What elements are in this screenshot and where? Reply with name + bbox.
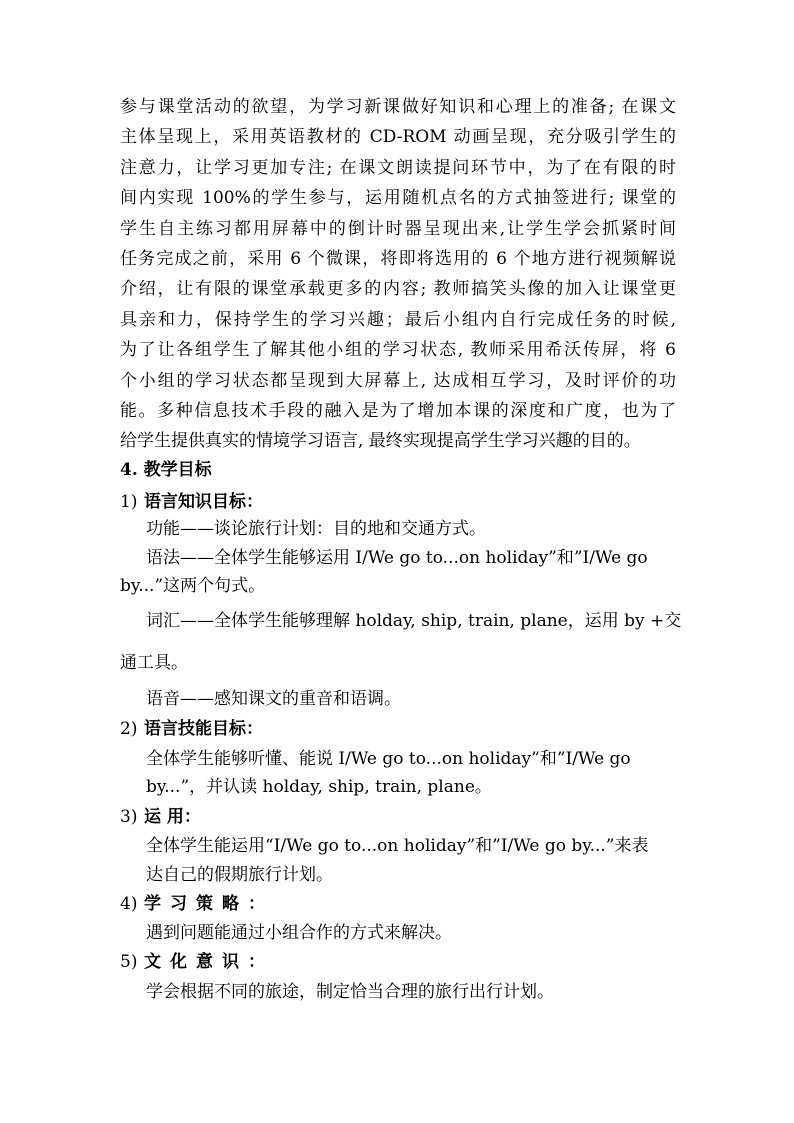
objective-line: 语法——全体学生能够运用 I/We go to...on holiday”和”I/We go xyxy=(146,548,648,568)
objective-line: by...”这两个句式。 xyxy=(120,576,266,596)
objective-number: 3) xyxy=(120,807,138,827)
objective-heading-application xyxy=(120,802,201,827)
objective-heading-language-knowledge xyxy=(120,487,263,512)
objective-line: 全体学生能运用“I/We go to...on holiday”和”I/We go by...”来表 xyxy=(146,836,649,856)
section-heading: 4. 教学目标 xyxy=(120,460,212,480)
objective-line: 遇到问题能通过小组合作的方式来解决。 xyxy=(146,923,452,943)
objective-heading-cultural-awareness xyxy=(120,947,274,972)
objective-line: by...”，并认读 holday, ship, train, plane。 xyxy=(146,777,492,797)
objective-number: 4) xyxy=(120,894,138,914)
objective-line: 词汇——全体学生能够理解 holday, ship, train, plane，运用 by +交 xyxy=(146,611,682,631)
paragraph-line: 介绍，让有限的课堂承载更多的内容; 教师搞笑头像的加入让课堂更 xyxy=(120,279,676,300)
objective-number: 5) xyxy=(120,952,138,972)
objective-heading-language-skills xyxy=(120,714,263,739)
objective-line: 学会根据不同的旅途，制定恰当合理的旅行出行计划。 xyxy=(146,982,554,1002)
paragraph-line: 个小组的学习状态都呈现到大屏幕上, 达成相互学习，及时评价的功 xyxy=(120,370,676,391)
paragraph-line: 任务完成之前，采用 6 个微课，将即将选用的 6 个地方进行视频解说 xyxy=(120,248,676,269)
objective-line: 通工具。 xyxy=(120,653,188,673)
paragraph-line: 为了让各组学生了解其他小组的学习状态, 教师采用希沃传屏，将 6 xyxy=(120,340,676,361)
paragraph-line: 学生自主练习都用屏幕中的倒计时器呈现出来,让学生学会抓紧时间 xyxy=(120,218,676,239)
objective-heading-learning-strategy xyxy=(120,889,274,914)
objective-title: 运 用： xyxy=(144,807,201,827)
paragraph-line: 给学生提供真实的情境学习语言, 最终实现提高学生学习兴趣的目的。 xyxy=(120,431,641,452)
objective-title: 语言技能目标： xyxy=(144,719,263,739)
objective-line: 达自己的假期旅行计划。 xyxy=(146,865,333,885)
objective-line: 语音——感知课文的重音和语调。 xyxy=(146,689,401,709)
paragraph-line: 参与课堂活动的欲望，为学习新课做好知识和心理上的准备; 在课文 xyxy=(120,97,676,117)
paragraph-line: 主体呈现上，采用英语教材的 CD-ROM 动画呈现，充分吸引学生的 xyxy=(120,127,676,148)
paragraph-line: 具亲和力，保持学生的学习兴趣；最后小组内自行完成任务的时候, xyxy=(120,309,676,330)
objective-line: 功能——谈论旅行计划：目的地和交通方式。 xyxy=(146,519,486,539)
objective-line: 全体学生能够听懂、能说 I/We go to...on holiday”和”I/We go xyxy=(146,749,631,769)
paragraph-line: 能。多种信息技术手段的融入是为了增加本课的深度和广度，也为了 xyxy=(120,400,676,421)
paragraph-line: 注意力，让学习更加专注; 在课文朗读提问环节中，为了在有限的时 xyxy=(120,157,676,178)
objective-title: 语言知识目标： xyxy=(144,492,263,512)
objective-number: 1) xyxy=(120,492,138,512)
objective-title: 学习策略： xyxy=(144,894,274,914)
objective-title: 文化意识： xyxy=(144,952,274,972)
paragraph-line: 间内实现 100%的学生参与，运用随机点名的方式抽签进行; 课堂的 xyxy=(120,188,676,209)
objective-number: 2) xyxy=(120,719,138,739)
body-paragraph xyxy=(120,92,676,457)
